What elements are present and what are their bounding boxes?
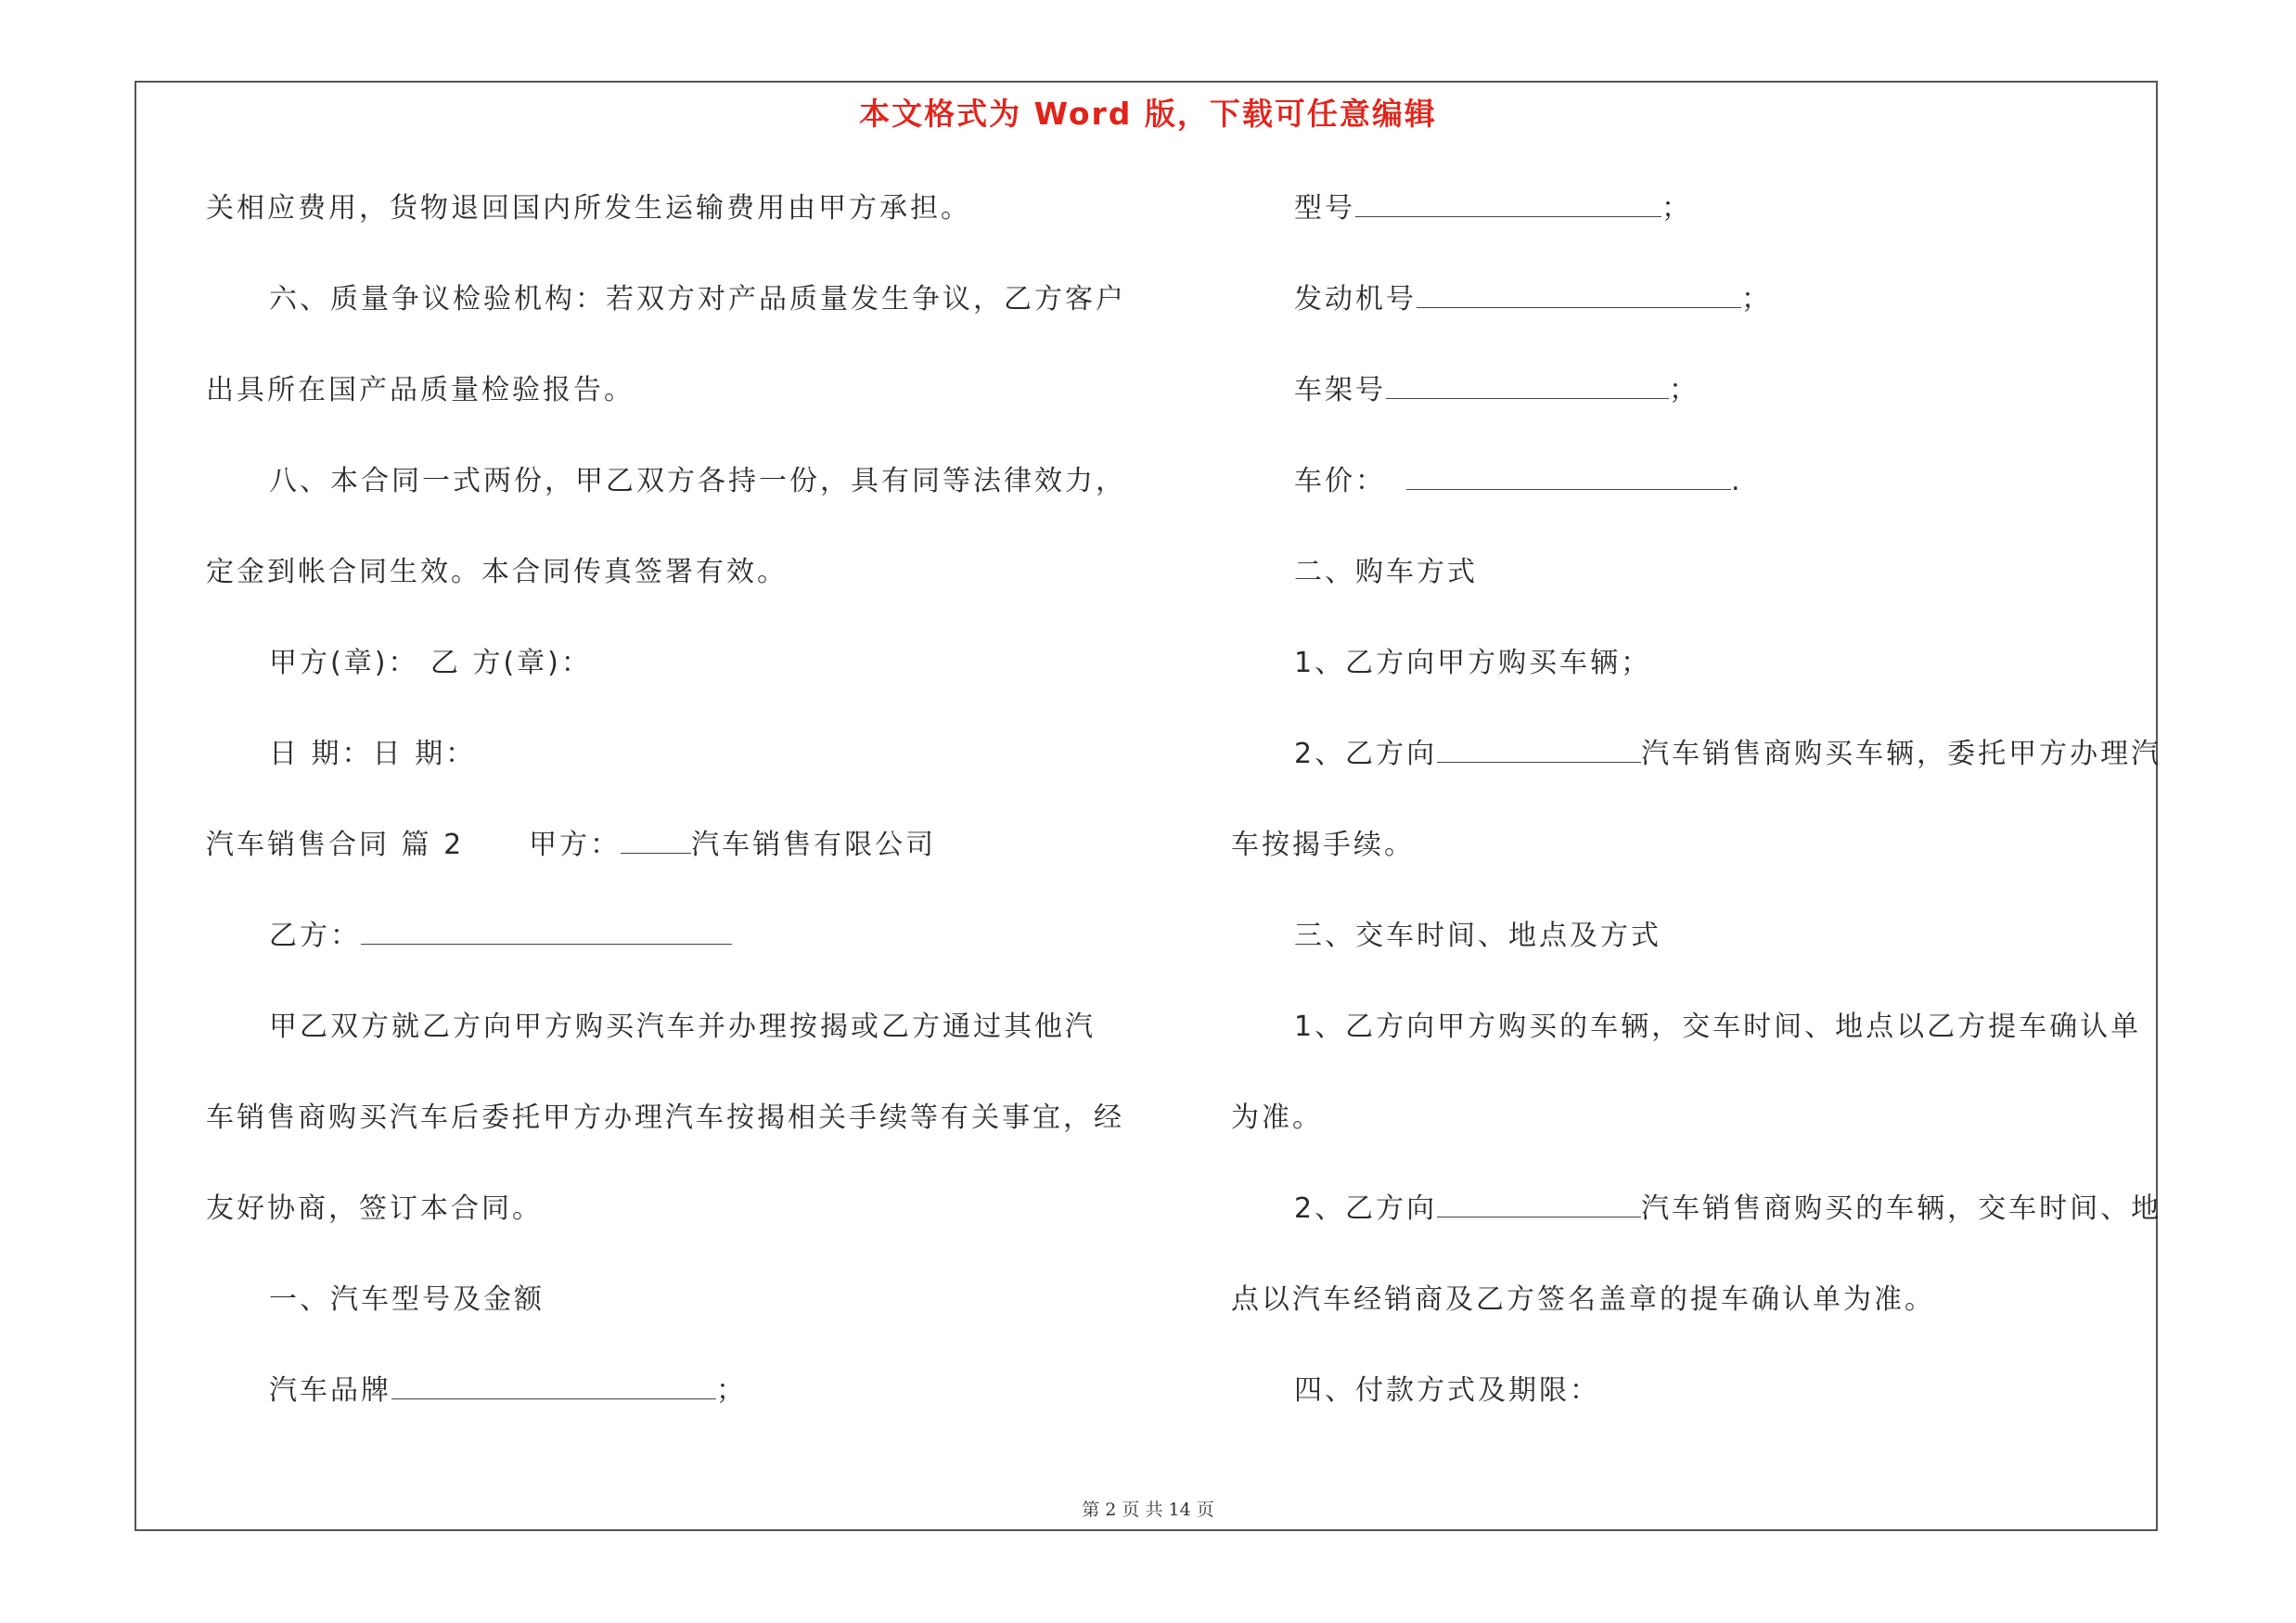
- line-end: ；: [716, 1374, 747, 1407]
- price-label: 车价：: [1294, 465, 1386, 497]
- paragraph-line: 定金到帐合同生效。本合同传真签署有效。: [206, 556, 788, 588]
- blank-field: [1417, 274, 1741, 308]
- paragraph-line: 车销售商购买汽车后委托甲方办理汽车按揭相关手续等有关事宜，经: [206, 1101, 1124, 1134]
- party-a-name: 汽车销售有限公司: [691, 829, 937, 861]
- section-heading: 三、交车时间、地点及方式: [1294, 920, 1661, 952]
- blank-field: [1355, 183, 1661, 217]
- model-line: [1231, 181, 2159, 272]
- engine-line: [1231, 272, 2159, 363]
- contract-title-line: [206, 818, 1143, 908]
- blank-field: [1437, 728, 1641, 763]
- dealer-line: [1231, 727, 2162, 818]
- blank-field: [1406, 456, 1731, 490]
- paragraph-line: 出具所在国产品质量检验报告。: [206, 374, 635, 406]
- paragraph-line: 1、乙方向甲方购买车辆；: [1294, 647, 1652, 679]
- page-number: 第 2 页 共 14 页: [1082, 1500, 1214, 1520]
- model-label: 型号: [1294, 192, 1355, 225]
- brand-line: [206, 1363, 1143, 1454]
- brand-label: 汽车品牌: [269, 1374, 391, 1407]
- dealer-suffix: 汽车销售商购买车辆，委托甲方办理汽: [1641, 738, 2162, 770]
- section-heading: 二、购车方式: [1294, 556, 1478, 588]
- section-heading: 一、汽车型号及金额: [269, 1283, 545, 1316]
- engine-label: 发动机号: [1294, 283, 1417, 316]
- line-end: ；: [1669, 374, 1700, 406]
- price-line: [1231, 454, 2159, 545]
- line-end: ；: [1741, 283, 1772, 316]
- paragraph-line: 六、质量争议检验机构：若双方对产品质量发生争议，乙方客户: [269, 283, 1126, 316]
- frame-number-line: [1231, 363, 2159, 454]
- blank-field: [621, 819, 691, 854]
- blank-field: [361, 910, 732, 945]
- dealer-prefix: 2、乙方向: [1294, 738, 1438, 770]
- paragraph-line: 友好协商，签订本合同。: [206, 1192, 543, 1225]
- dealer-line: [1231, 1181, 2162, 1272]
- line-end: ；: [1661, 192, 1692, 225]
- paragraph-line: 八、本合同一式两份，甲乙双方各持一份，具有同等法律效力，: [269, 465, 1126, 497]
- date-line: 日 期：日 期：: [269, 738, 477, 770]
- party-a-label: 甲方：: [529, 829, 622, 861]
- section-heading: 四、付款方式及期限：: [1294, 1374, 1600, 1407]
- contract-title: 汽车销售合同 篇 2: [206, 829, 465, 861]
- blank-field: [1386, 365, 1669, 399]
- paragraph-line: 为准。: [1231, 1101, 1323, 1134]
- document-header: 本文格式为 Word 版，下载可任意编辑: [859, 96, 1437, 132]
- paragraph-line: 1、乙方向甲方购买的车辆，交车时间、地点以乙方提车确认单: [1294, 1011, 2142, 1043]
- right-column: [1231, 181, 2162, 1454]
- signature-line: 甲方(章)： 乙 方(章)：: [269, 647, 592, 679]
- left-column: [206, 181, 1143, 1454]
- party-b-label: 乙方：: [269, 920, 361, 952]
- paragraph-line: 关相应费用，货物退回国内所发生运输费用由甲方承担。: [206, 192, 971, 225]
- blank-field: [391, 1365, 716, 1399]
- paragraph-line: 点以汽车经销商及乙方签名盖章的提车确认单为准。: [1231, 1283, 1935, 1316]
- line-end: .: [1731, 465, 1743, 497]
- frame-number-label: 车架号: [1294, 374, 1386, 406]
- dealer-prefix: 2、乙方向: [1294, 1192, 1438, 1225]
- party-b-line: [206, 908, 1143, 999]
- paragraph-line: 车按揭手续。: [1231, 829, 1415, 861]
- paragraph-line: 甲乙双方就乙方向甲方购买汽车并办理按揭或乙方通过其他汽: [269, 1011, 1096, 1043]
- dealer-suffix: 汽车销售商购买的车辆，交车时间、地: [1641, 1192, 2162, 1225]
- blank-field: [1437, 1183, 1641, 1217]
